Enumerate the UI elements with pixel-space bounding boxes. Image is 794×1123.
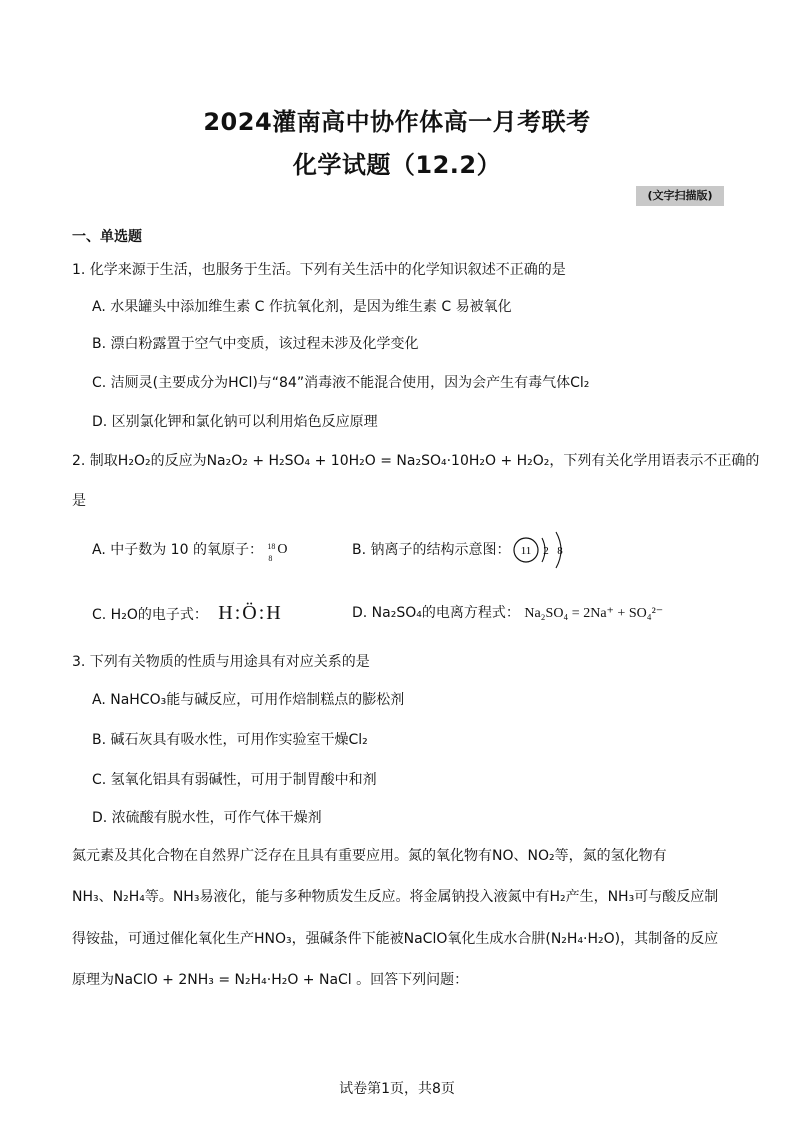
q3-option-b: B. 碱石灰具有吸水性，可用作实验室干燥Cl₂ (92, 732, 368, 748)
q2-option-b-label: B. 钠离子的结构示意图： (352, 542, 511, 558)
q2-option-c-label: C. H₂O的电子式： (92, 607, 208, 623)
q3-stem: 3. 下列有关物质的性质与用途具有对应关系的是 (72, 654, 370, 670)
q3-option-d: D. 浓硫酸有脱水性，可作气体干燥剂 (92, 810, 322, 826)
passage-line-2: NH₃、N₂H₄等。NH₃易液化，能与多种物质发生反应。将金属钠投入液氮中有H₂产生，NH₃可与酸反应制 (72, 889, 719, 905)
page-footer: 试卷第1页，共8页 (339, 1081, 455, 1097)
exam-title: 2024灌南高中协作体高一月考联考 (203, 108, 591, 136)
q2-option-c (92, 603, 283, 625)
q1-option-b: B. 漂白粉露置于空气中变质，该过程未涉及化学变化 (92, 336, 419, 352)
nucleus-charge: 11 (520, 545, 532, 557)
q2-option-a (92, 540, 289, 563)
section-heading: 一、单选题 (72, 229, 142, 245)
shell1-electrons: 2 (543, 545, 549, 557)
q2-option-a-label: A. 中子数为 10 的氧原子： (92, 542, 263, 558)
exam-subtitle: 化学试题（12.2） (292, 151, 502, 179)
q1-option-d: D. 区别氯化钾和氯化钠可以利用焰色反应原理 (92, 414, 378, 430)
ionization-equation: Na₂SO₄ = 2Na⁺ + SO₄²⁻ (524, 606, 664, 621)
q2-option-d (352, 603, 663, 624)
passage-line-4: 原理为NaClO + 2NH₃ = N₂H₄·H₂O + NaCl 。回答下列问题： (72, 972, 469, 988)
q2-stem-cont: 是 (72, 493, 86, 509)
q3-option-a: A. NaHCO₃能与碱反应，可用作焙制糕点的膨松剂 (92, 692, 405, 708)
q1-stem: 1. 化学来源于生活，也服务于生活。下列有关生活中的化学知识叙述不正确的是 (72, 262, 566, 278)
passage-line-1: 氮元素及其化合物在自然界广泛存在且具有重要应用。氮的氧化物有NO、NO₂等，氮的氢化物有 (72, 848, 667, 864)
mass-number: 18 (267, 542, 276, 551)
q2-option-d-label: D. Na₂SO₄的电离方程式： (352, 605, 520, 621)
q3-option-c: C. 氢氧化铝具有弱碱性，可用于制胃酸中和剂 (92, 772, 377, 788)
q2-stem: 2. 制取H₂O₂的反应为Na₂O₂ + H₂SO₄ + 10H₂O = Na₂SO₄·10H₂O + H₂O₂，下列有关化学用语表示不正确的 (72, 453, 760, 469)
passage-line-3: 得铵盐，可通过催化氧化生产HNO₃，强碱条件下能被NaClO氧化生成水合肼(N₂H₄·H₂O)，其制备的反应 (72, 931, 719, 947)
q1-option-a: A. 水果罐头中添加维生素 C 作抗氧化剂，是因为维生素 C 易被氧化 (92, 299, 512, 315)
scan-badge: (文字扫描版) (636, 186, 724, 206)
shell2-electrons: 8 (557, 545, 563, 557)
oxygen-isotope (267, 540, 289, 563)
atomic-number: 8 (268, 554, 273, 563)
element-symbol: O (277, 542, 288, 557)
sodium-ion-structure-diagram (512, 528, 572, 572)
q1-option-c: C. 洁厕灵(主要成分为HCl)与“84”消毒液不能混合使用，因为会产生有毒气体Cl₂ (92, 375, 590, 391)
water-electron-formula: H:Ö:H (218, 602, 283, 624)
q2-option-b (352, 540, 511, 560)
